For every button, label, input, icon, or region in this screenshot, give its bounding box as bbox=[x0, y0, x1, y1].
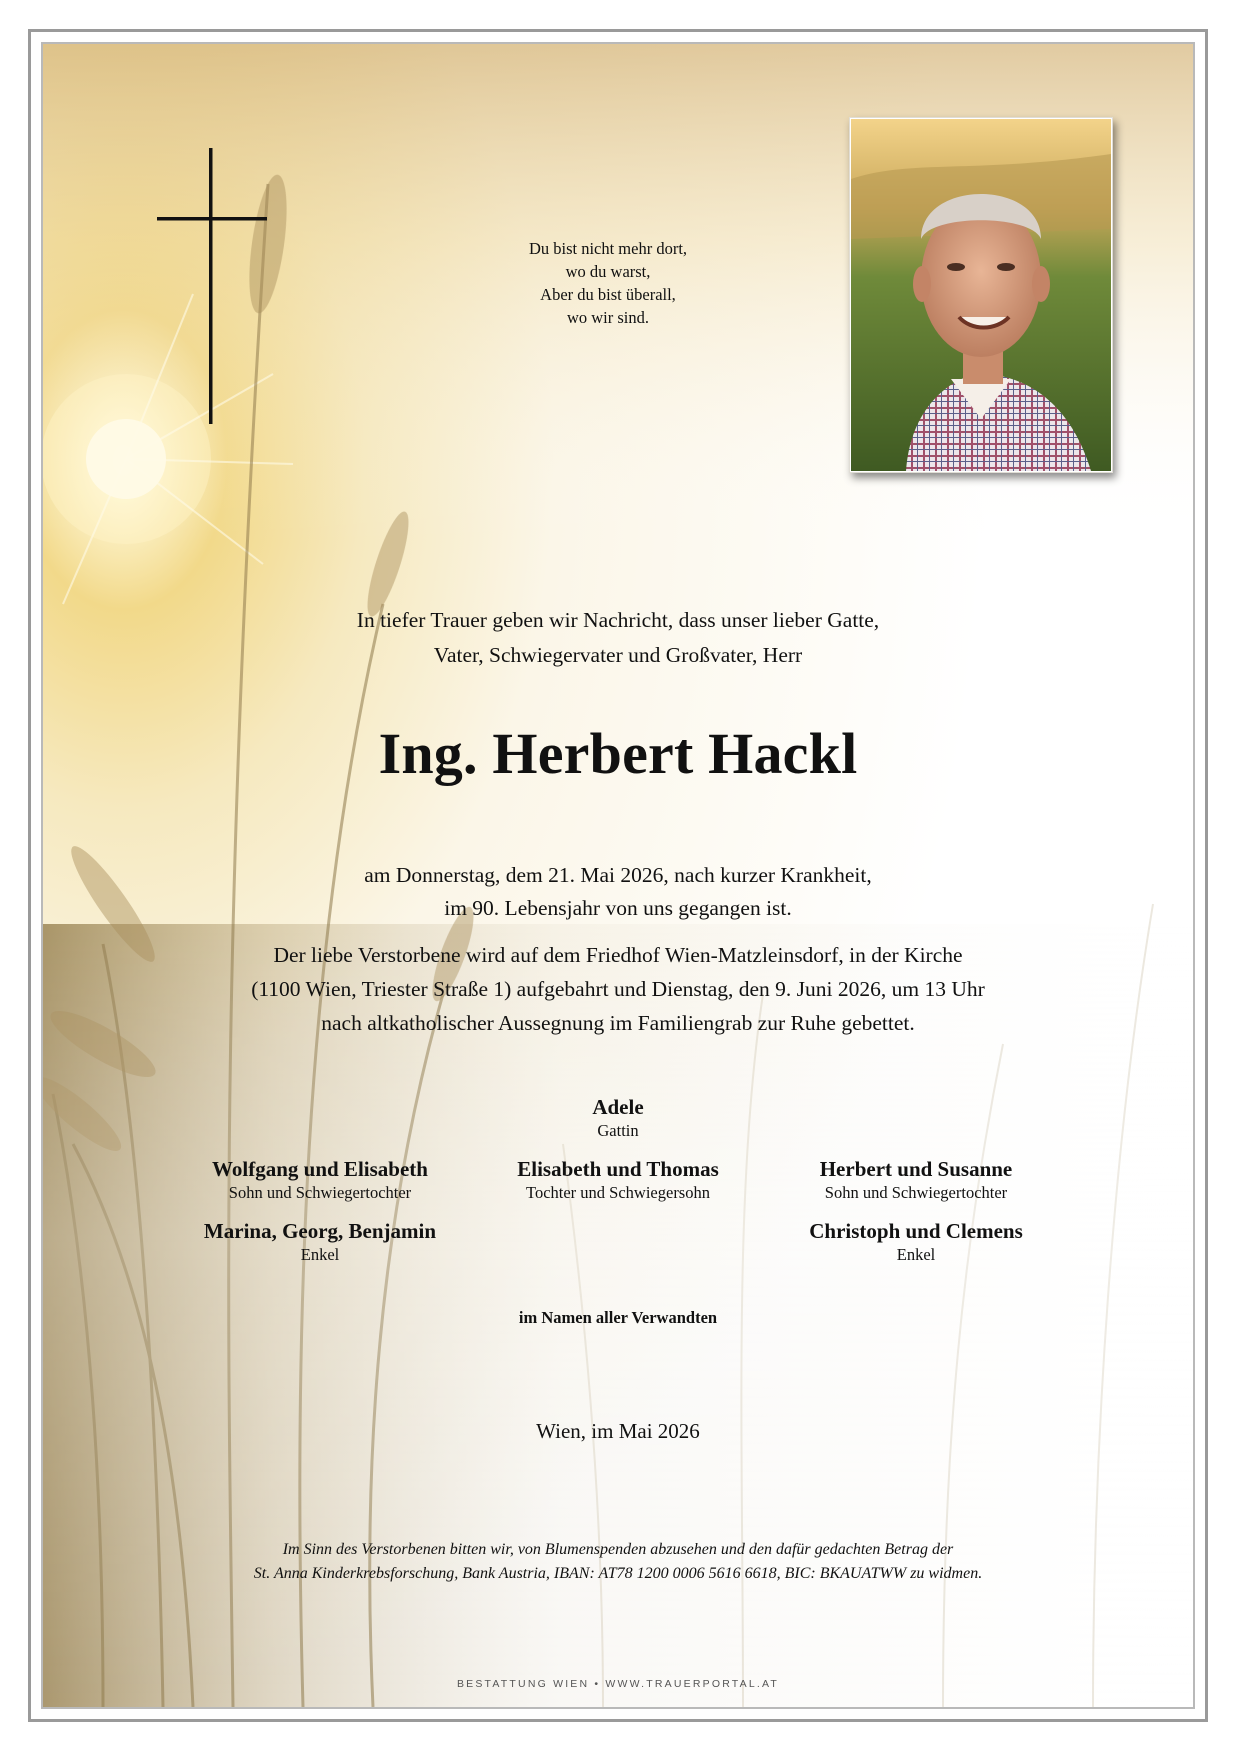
on-behalf-text: im Namen aller Verwandten bbox=[518, 1308, 718, 1327]
family-relation: Sohn und Schwiegertochter bbox=[824, 1183, 1008, 1202]
family-spouse bbox=[438, 1094, 798, 1142]
funeral-line: (1100 Wien, Triester Straße 1) aufgebahrt und Dienstag, den 9. Juni 2026, um 13 Uhr bbox=[251, 977, 985, 1001]
family-name: Wolfgang und Elisabeth bbox=[212, 1157, 428, 1181]
family-relation: Tochter und Schwiegersohn bbox=[526, 1183, 710, 1202]
donation-request bbox=[43, 1538, 1193, 1586]
family-name: Christoph und Clemens bbox=[809, 1219, 1023, 1243]
family-relation: Gattin bbox=[597, 1121, 639, 1140]
death-line: am Donnerstag, dem 21. Mai 2026, nach kurzer Krankheit, bbox=[364, 863, 872, 887]
death-line: im 90. Lebensjahr von uns gegangen ist. bbox=[444, 896, 792, 920]
portrait-image bbox=[851, 119, 1111, 471]
donation-line: St. Anna Kinderkrebsforschung, Bank Austria, IBAN: AT78 1200 0006 5616 6618, BIC: BKAUATWW zu widmen. bbox=[253, 1565, 983, 1582]
cross-icon bbox=[157, 148, 267, 424]
donation-line: Im Sinn des Verstorbenen bitten wir, von Blumenspenden abzusehen und den dafür gedachten Betrag der bbox=[282, 1541, 954, 1558]
deceased-name: Ing. Herbert Hackl bbox=[378, 721, 858, 786]
family-name: Elisabeth und Thomas bbox=[517, 1157, 719, 1181]
poem-line: wo du warst, bbox=[565, 262, 651, 281]
poem bbox=[438, 237, 778, 329]
family-name: Herbert und Susanne bbox=[819, 1157, 1013, 1181]
intro-line: Vater, Schwiegervater und Großvater, Herr bbox=[433, 643, 803, 667]
intro-line: In tiefer Trauer geben wir Nachricht, dass unser lieber Gatte, bbox=[356, 608, 880, 632]
funeral-line: nach altkatholischer Aussegnung im Familiengrab zur Ruhe gebettet. bbox=[321, 1011, 915, 1035]
poem-line: wo wir sind. bbox=[566, 308, 650, 327]
funeral-info bbox=[43, 938, 1193, 1040]
death-info bbox=[43, 859, 1193, 925]
family-grandchildren-left bbox=[140, 1218, 500, 1266]
place-date: Wien, im Mai 2026 bbox=[536, 1419, 700, 1443]
family-grandchildren-right bbox=[736, 1218, 1096, 1266]
intro-text bbox=[43, 603, 1193, 673]
family-name: Adele bbox=[592, 1095, 644, 1119]
family-right bbox=[736, 1156, 1096, 1204]
family-name: Marina, Georg, Benjamin bbox=[203, 1219, 437, 1243]
footer-imprint: BESTATTUNG WIEN • WWW.TRAUERPORTAL.AT bbox=[456, 1678, 780, 1690]
portrait-photo bbox=[849, 117, 1113, 473]
funeral-line: Der liebe Verstorbene wird auf dem Friedhof Wien-Matzleinsdorf, in der Kirche bbox=[273, 943, 963, 967]
family-relation: Enkel bbox=[300, 1245, 340, 1264]
family-relation: Enkel bbox=[896, 1245, 936, 1264]
notice-page bbox=[41, 42, 1195, 1709]
poem-line: Aber du bist überall, bbox=[540, 285, 676, 304]
family-relation: Sohn und Schwiegertochter bbox=[228, 1183, 412, 1202]
poem-line: Du bist nicht mehr dort, bbox=[528, 239, 688, 258]
